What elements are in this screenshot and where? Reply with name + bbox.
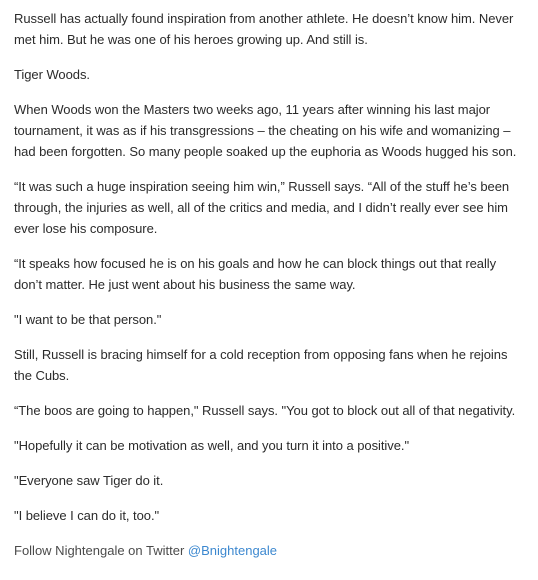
article-paragraph-1: Russell has actually found inspiration from another athlete. He doesn’t know him. Never met him. But he was one of his heroes growing up. And still is. [14, 11, 514, 47]
article-paragraph-7: Still, Russell is bracing himself for a cold reception from opposing fans when he rejoins the Cubs. [14, 347, 508, 383]
article-paragraph-11: "I believe I can do it, too." [14, 508, 160, 523]
article-paragraph-4: “It was such a huge inspiration seeing him win,” Russell says. “All of the stuff he’s been through, the injuries as well, all of the critics and media, and I didn’t really ever see him ever lose his composure. [14, 179, 510, 236]
article-paragraph-9: "Hopefully it can be motivation as well, and you turn it into a positive." [14, 438, 410, 453]
twitter-handle-link[interactable]: @Bnightengale [187, 543, 278, 558]
follow-line [14, 540, 524, 561]
follow-prefix: Follow Nightengale on Twitter [14, 543, 188, 558]
article-paragraph-6: "I want to be that person." [14, 312, 162, 327]
article-paragraph-3: When Woods won the Masters two weeks ago, 11 years after winning his last major tournament, it was as if his transgressions – the cheating on his wife and womanizing – had been forgotten. So many people soaked up the euphoria as Woods hugged his son. [14, 102, 517, 159]
article-paragraph-10: "Everyone saw Tiger do it. [14, 473, 164, 488]
article-paragraph-8: “The boos are going to happen," Russell says. "You got to block out all of that negativity. [14, 403, 516, 418]
article-paragraph-5: “It speaks how focused he is on his goals and how he can block things out that really don’t matter. He just went about his business the same way. [14, 256, 497, 292]
article-paragraph-2: Tiger Woods. [14, 67, 90, 82]
